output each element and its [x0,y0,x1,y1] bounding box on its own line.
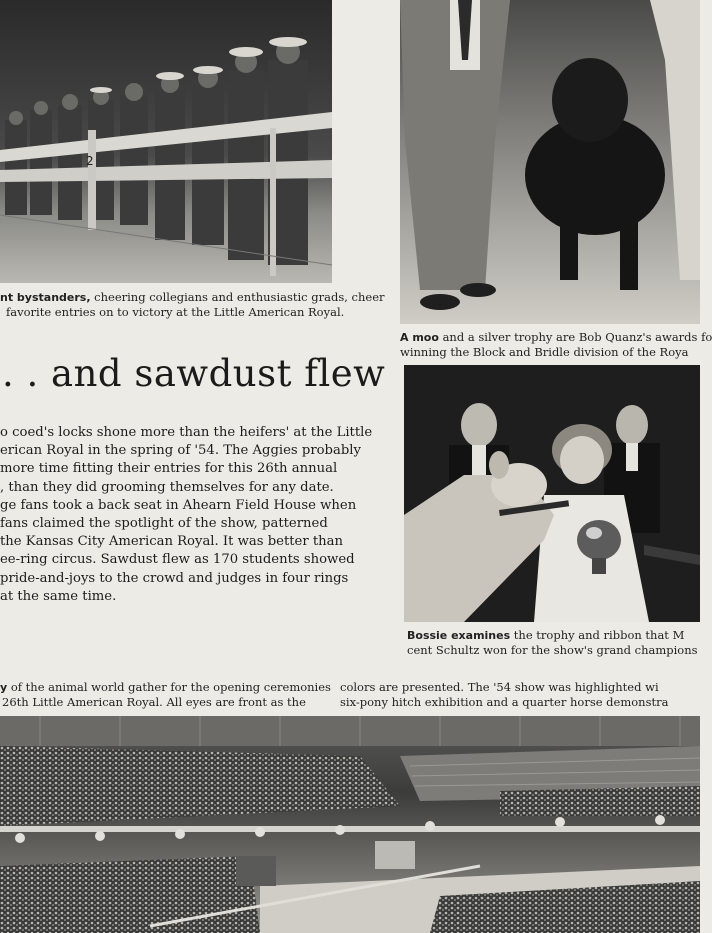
caption-bystanders-lead: nt bystanders, [0,291,91,304]
caption-bystanders [0,290,385,320]
caption-opening-line2: 26th Little American Royal. All eyes are front as the [2,695,306,709]
photo-bystanders-at-fence [0,0,332,283]
caption-moo-line1: and a silver trophy are Bob Quanz's awards fo [438,330,712,344]
caption-moo [400,330,712,360]
caption-opening-line1: of the animal world gather for the opening ceremonies [7,680,331,694]
caption-bossie [407,628,700,658]
photo-bossie-and-trophy [404,365,700,622]
caption-bossie-lead: Bossie examines [407,629,511,642]
caption-bossie-line1: the trophy and ribbon that M [510,628,685,642]
fence-post-number: 2 [86,154,94,168]
caption-opening-lead: y [0,681,8,694]
caption-moo-lead: A moo [400,331,439,344]
caption-moo-line2: winning the Block and Bridle division of the Roya [400,345,689,359]
caption-colors-line1: colors are presented. The '54 show was highlighted wi [340,680,659,694]
caption-bystanders-line2: favorite entries on to victory at the Little American Royal. [6,305,345,319]
article-line: at the same time. [0,588,117,604]
article-line: o coed's locks shone more than the heifers' at the Little [0,425,373,440]
article-line: ge fans took a back seat in Ahearn Field House when [0,497,357,513]
article-line: , than they did grooming themselves for any date. [0,479,334,495]
photo-arena-opening-ceremonies [0,716,700,933]
caption-colors-presented [340,680,700,710]
caption-colors-line2: six-pony hitch exhibition and a quarter horse demonstra [340,695,669,709]
article-body [0,424,373,606]
caption-opening-ceremonies [0,680,331,710]
article-line: pride-and-joys to the crowd and judges in four rings [0,570,349,586]
article-line: more time fitting their entries for this 26th annual [0,461,338,477]
photo-calf-and-trophy [400,0,700,324]
caption-bystanders-line1: cheering collegians and enthusiastic grads, cheer [90,290,385,304]
article-line: the Kansas City American Royal. It was better than [0,534,344,550]
headline: . . and sawdust flew [2,352,386,395]
article-line: ee-ring circus. Sawdust flew as 170 students showed [0,552,355,568]
caption-bossie-line2: cent Schultz won for the show's grand champions [407,643,698,657]
article-line: fans claimed the spotlight of the show, patterned [0,516,328,532]
article-line: erican Royal in the spring of '54. The Aggies probably [0,443,361,459]
